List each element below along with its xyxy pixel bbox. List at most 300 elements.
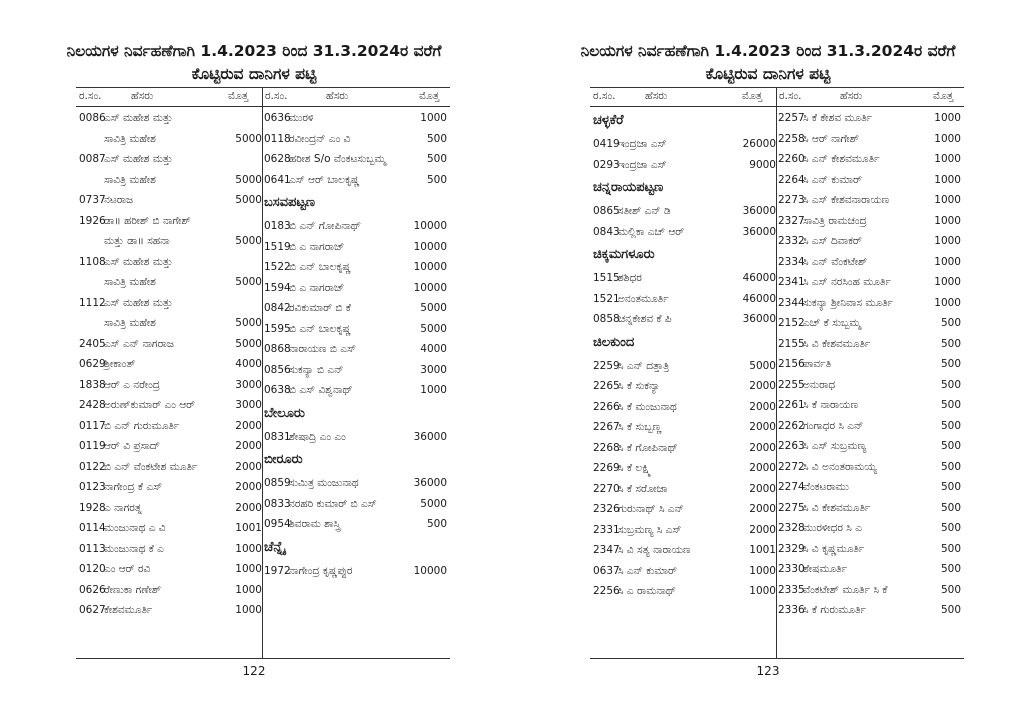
receipt-number: 2266 xyxy=(593,400,620,413)
receipt-number: 2275 xyxy=(778,501,805,514)
section-heading: ಚನ್ನರಾಯಪಟ್ಟಣ xyxy=(593,180,664,195)
receipt-number: 2332 xyxy=(778,235,805,247)
receipt-number: 2330 xyxy=(778,563,805,575)
receipt-number: 2273 xyxy=(778,194,805,206)
donation-amount: 500 xyxy=(940,378,961,391)
donation-amount: 9000 xyxy=(749,158,776,171)
table-row xyxy=(79,252,262,293)
header-total: ಮೊತ್ತ xyxy=(228,90,249,102)
donation-amount: 36000 xyxy=(742,225,776,238)
receipt-number: 2263 xyxy=(778,440,805,452)
donor-name: ಸಿ ವಿ ಸತ್ಯ ನಾರಾಯಣ xyxy=(618,544,691,556)
receipt-number: 1926 xyxy=(79,214,106,227)
table-row xyxy=(593,581,776,602)
section-heading: ಬೇಲೂರು xyxy=(264,405,305,421)
donor-name: ಡಾ॥ ಹರೀಶ್ ಬಿ ನಾಗೇಶ್ xyxy=(104,214,191,227)
donor-name: ಸಿ ಎನ್ ಕೇಶವಮೂರ್ತಿ xyxy=(803,153,880,165)
receipt-number: 0626 xyxy=(79,583,106,596)
table-row xyxy=(264,257,447,278)
donation-amount: 2000 xyxy=(749,441,776,454)
receipt-number: 2344 xyxy=(778,296,805,309)
donation-amount: 500 xyxy=(940,604,961,616)
donation-amount: 2000 xyxy=(749,421,776,433)
receipt-number: 2270 xyxy=(593,482,620,495)
table-row xyxy=(264,360,447,381)
donation-amount: 2000 xyxy=(749,400,776,413)
donor-name: ಸಿ ವಿ ಅನಂತರಾಮಯ್ಯ xyxy=(803,460,877,473)
donor-name: ಎಚ್ ಕೆ ಸುಬ್ಬಮ್ಮ xyxy=(803,317,861,329)
receipt-number: 1972 xyxy=(264,564,291,577)
receipt-number: 2256 xyxy=(593,585,620,597)
receipt-number: 2267 xyxy=(593,421,620,433)
receipt-number: 0119 xyxy=(79,440,106,452)
receipt-number: 0831 xyxy=(264,430,291,443)
donation-amount: 5000 xyxy=(235,337,262,350)
donor-name: ಸಿ ಎಸ್ ದಿವಾಕರ್ xyxy=(803,235,862,247)
donor-name-continued: ಸಾವಿತ್ರಿ ಮಹೇಶ xyxy=(104,132,156,145)
table-row xyxy=(264,149,447,170)
receipt-number: 1522 xyxy=(264,261,291,273)
donor-name: ಬಿ ಎನ್ ಬಾಲಕೃಷ್ಣ xyxy=(289,261,351,273)
header-name: ಹೆಸರು xyxy=(645,90,668,102)
donation-amount: 2000 xyxy=(749,462,776,474)
receipt-number: 1519 xyxy=(264,240,291,253)
donation-amount: 500 xyxy=(940,337,961,350)
table-row xyxy=(264,561,447,582)
table-row xyxy=(778,149,961,170)
donor-name: ಸಿ ಎ ರಾಮನಾಥ್ xyxy=(618,585,676,597)
donation-amount: 500 xyxy=(940,522,961,534)
receipt-number: 2272 xyxy=(778,460,805,473)
donation-amount: 10000 xyxy=(413,220,447,232)
donor-name: ಬಿ ಎನ್ ವೆಂಕಟೇಶ ಮೂರ್ತಿ xyxy=(104,460,198,473)
table-row xyxy=(778,354,961,375)
page-left xyxy=(58,0,450,724)
donor-name: ಸಿ ಕೆ ಮಂಜುನಾಥ xyxy=(618,400,677,413)
receipt-number: 2260 xyxy=(778,153,805,165)
receipt-number: 0856 xyxy=(264,363,291,376)
donor-name: ಬಿ ಎನ್ ಬಾಲಕೃಷ್ಣ xyxy=(289,322,351,335)
table-row xyxy=(778,190,961,211)
table-row xyxy=(778,600,961,621)
table-row xyxy=(264,278,447,299)
receipt-number: 0842 xyxy=(264,302,291,314)
donor-name-continued: ಸಾವಿತ್ರಿ ಮಹೇಶ xyxy=(104,173,156,186)
donor-name: ಎಸ್ ಮಹೇಶ ಮತ್ತು xyxy=(104,296,173,309)
table-row xyxy=(593,540,776,561)
table-row xyxy=(79,149,262,190)
table-row xyxy=(264,380,447,401)
donation-amount: 1000 xyxy=(934,235,961,247)
table-row xyxy=(593,376,776,397)
receipt-number: 2269 xyxy=(593,462,620,474)
donor-name: ಸಿ ಎನ್ ವೆಂಕಟೇಶ್ xyxy=(803,255,868,268)
donation-amount: 2000 xyxy=(235,501,262,514)
donor-name: ಬಿ ಎನ್ ಗೋಪಿನಾಥ್ xyxy=(289,220,361,232)
table-row xyxy=(264,129,447,150)
donation-amount: 500 xyxy=(426,153,447,165)
donor-name: ಸಿ ಎಸ್ ಸುಬ್ರಮಣ್ಯ xyxy=(803,440,867,452)
receipt-number: 0087 xyxy=(79,153,106,165)
page-subtitle: ಕೊಟ್ಟಿರುವ ದಾನಿಗಳ ಪಟ್ಟಿ xyxy=(705,65,831,83)
receipt-number: 1928 xyxy=(79,501,106,514)
donation-amount: 2000 xyxy=(235,481,262,493)
table-row xyxy=(778,293,961,314)
table-row xyxy=(778,334,961,355)
donation-amount: 500 xyxy=(940,583,961,596)
receipt-number: 2262 xyxy=(778,419,805,432)
donation-amount: 500 xyxy=(940,399,961,411)
donation-amount: 1000 xyxy=(420,112,447,124)
column-divider xyxy=(262,88,263,658)
donor-name: ವೆಂಕಟರಾಮು xyxy=(803,481,849,493)
receipt-number: 1595 xyxy=(264,322,291,335)
donor-name: ಶಶಿಧರ xyxy=(618,272,642,284)
table-row xyxy=(593,222,776,243)
donor-name: ಎಸ್ ಮಹೇಶ ಮತ್ತು xyxy=(104,153,173,165)
table-row xyxy=(79,395,262,416)
donor-name: ಎಸ್ ಮಹೇಶ ಮತ್ತು xyxy=(104,112,173,124)
table-row xyxy=(778,580,961,601)
table-row xyxy=(778,231,961,252)
page-subtitle: ಕೊಟ್ಟಿರುವ ದಾನಿಗಳ ಪಟ್ಟಿ xyxy=(191,65,317,83)
donation-amount: 5000 xyxy=(749,359,776,372)
table-row xyxy=(778,129,961,150)
receipt-number: 2336 xyxy=(778,604,805,616)
receipt-number: 0183 xyxy=(264,220,291,232)
table-row xyxy=(79,416,262,437)
receipt-number: 0954 xyxy=(264,518,291,530)
receipt-number: 2258 xyxy=(778,132,805,145)
donor-name: ಸಿ ಕೆ ಸುಬ್ಬಣ್ಣ xyxy=(618,421,662,433)
donor-name: ಸಿ ಎಸ್ ನರಸಿಂಹ ಮೂರ್ತಿ xyxy=(803,276,891,288)
table-row xyxy=(79,580,262,601)
receipt-number: 0858 xyxy=(593,313,620,325)
donation-amount: 10000 xyxy=(413,564,447,577)
receipt-number: 2341 xyxy=(778,276,805,288)
donor-name: ನಟರಾಜ xyxy=(104,194,134,206)
receipt-number: 0293 xyxy=(593,158,620,171)
donor-name: ಸಿ ಕೆ ನಾರಾಯಣ xyxy=(803,399,858,411)
table-row xyxy=(778,272,961,293)
table-row xyxy=(778,457,961,478)
receipt-number: 2152 xyxy=(778,317,805,329)
donation-amount: 5000 xyxy=(235,194,262,206)
donation-amount: 5000 xyxy=(420,302,447,314)
donation-amount: 1000 xyxy=(235,563,262,575)
donation-amount: 500 xyxy=(426,518,447,530)
column-divider xyxy=(776,88,777,658)
table-row xyxy=(264,427,447,448)
receipt-number: 2268 xyxy=(593,441,620,454)
table-row xyxy=(79,293,262,334)
header-name: ಹೆಸರು xyxy=(131,90,154,102)
donor-name: ಬಿ ಎ ನಾಗರಾಜ್ xyxy=(289,281,345,294)
receipt-number: 0419 xyxy=(593,138,620,150)
table-row xyxy=(593,499,776,520)
donation-amount: 3000 xyxy=(235,399,262,411)
donor-name: ಸಿ ಎನ್ ಕುಮಾರ್ xyxy=(803,173,862,186)
donor-name: ಎಸ್ ಆರ್ ಬಾಲಕೃಷ್ಣ xyxy=(289,173,360,186)
donor-name: ಸಿ ಕೆ ಸುಕನ್ಯಾ xyxy=(618,380,661,392)
donation-amount: 36000 xyxy=(413,477,447,489)
donor-name-continued: ಸಾವಿತ್ರಿ ಮಹೇಶ xyxy=(104,276,156,288)
page-right xyxy=(572,0,964,724)
header-sno: ರ.ಸಂ. xyxy=(779,90,802,102)
table-row xyxy=(778,518,961,539)
donation-amount: 500 xyxy=(940,481,961,493)
donor-name: ಶೇಷಮೂರ್ತಿ xyxy=(803,563,848,575)
donation-amount: 46000 xyxy=(742,292,776,305)
table-row xyxy=(79,375,262,396)
donor-name: ಇಂದ್ರಜಾ ಎಸ್ xyxy=(618,138,667,150)
table-row xyxy=(593,397,776,418)
donor-table xyxy=(590,87,964,659)
table-row xyxy=(593,458,776,479)
donation-amount: 1000 xyxy=(420,384,447,396)
donation-amount: 500 xyxy=(940,419,961,432)
donor-name: ಮುರಳೀಧರ ಸಿ ಎ xyxy=(803,522,862,534)
donor-name: ರೇಣುಕಾ ಗಣೇಶ್ xyxy=(104,583,162,596)
donor-name: ಚನ್ನಕೇಶವ ಕೆ ಪಿ xyxy=(618,313,672,325)
donation-amount: 1000 xyxy=(934,296,961,309)
donor-name: ನರಹರಿ ಕುಮಾರ್ ಬಿ ಎಸ್ xyxy=(289,497,377,510)
donor-name: ಇಂದ್ರಜಾ ಎಸ್ xyxy=(618,158,667,171)
table-row xyxy=(79,436,262,457)
donation-amount: 2000 xyxy=(749,482,776,495)
receipt-number: 0118 xyxy=(264,132,291,145)
receipt-number: 2155 xyxy=(778,337,805,350)
donation-amount: 3000 xyxy=(420,363,447,376)
header-name: ಹೆಸರು xyxy=(326,90,349,102)
donation-amount: 2000 xyxy=(235,460,262,473)
page-number: 122 xyxy=(242,664,266,678)
table-row xyxy=(264,473,447,494)
receipt-number: 2265 xyxy=(593,380,620,392)
donation-amount: 2000 xyxy=(235,440,262,452)
donation-amount: 5000 xyxy=(235,317,262,329)
table-row xyxy=(778,313,961,334)
table-header xyxy=(76,88,450,107)
table-row xyxy=(79,498,262,519)
donation-amount: 5000 xyxy=(420,322,447,335)
donation-amount: 1000 xyxy=(934,112,961,124)
donor-column xyxy=(593,108,776,602)
donor-name: ಸಿ ವಿ ಕೇಶವಮೂರ್ತಿ xyxy=(803,337,871,350)
donation-amount: 1000 xyxy=(749,564,776,577)
table-row xyxy=(593,479,776,500)
table-header xyxy=(590,88,964,107)
header-name: ಹೆಸರು xyxy=(840,90,863,102)
donor-name: ಸುಮಿತ್ರ ಮಂಜುನಾಥ xyxy=(289,477,359,489)
donation-amount: 36000 xyxy=(742,313,776,325)
receipt-number: 1108 xyxy=(79,255,106,268)
table-row xyxy=(778,375,961,396)
table-row xyxy=(593,561,776,582)
donation-amount: 1000 xyxy=(235,583,262,596)
page-title: ನಿಲಯಗಳ ನಿರ್ವಹಣೆಗಾಗಿ 1.4.2023 ರಿಂದ 31.3.2024ರ ವರೆಗೆ xyxy=(580,42,956,60)
table-row xyxy=(264,237,447,258)
receipt-number: 0865 xyxy=(593,205,620,217)
receipt-number: 2257 xyxy=(778,112,805,124)
receipt-number: 0120 xyxy=(79,563,106,575)
donor-name: ಗಂಗಾಧರ ಸಿ ಎನ್ xyxy=(803,419,864,432)
donor-name: ಆರ್ ವಿ ಪ್ರಸಾದ್ xyxy=(104,440,160,452)
donor-name: ಸಿ ಎನ್ ದತ್ತಾತ್ರಿ xyxy=(618,359,670,372)
receipt-number: 0833 xyxy=(264,497,291,510)
table-row xyxy=(264,514,447,535)
donor-name: ರವೀಂದ್ರನ್ ಎಂ ವಿ xyxy=(289,132,351,145)
receipt-number: 2156 xyxy=(778,358,805,370)
donation-amount: 4000 xyxy=(235,358,262,370)
donor-name: ಬಿ ಎಸ್ ವಿಶ್ವನಾಥ್ xyxy=(289,384,353,396)
table-row xyxy=(264,319,447,340)
header-total: ಮೊತ್ತ xyxy=(933,90,954,102)
table-row xyxy=(264,170,447,191)
table-row xyxy=(593,289,776,310)
table-row xyxy=(593,134,776,155)
donor-name: ಎ ನಾಗರತ್ನ xyxy=(104,501,142,514)
donation-amount: 500 xyxy=(940,501,961,514)
receipt-number: 0638 xyxy=(264,384,291,396)
header-sno: ರ.ಸಂ. xyxy=(265,90,288,102)
donor-name: ನಾರಾಯಣ ಬಿ ಎಸ್ xyxy=(289,343,356,355)
donation-amount: 5000 xyxy=(235,132,262,145)
donor-column xyxy=(778,108,961,621)
donor-name: ಅರುಣ್‌ಕುಮಾರ್ ಎಂ ಆರ್ xyxy=(104,399,196,411)
donor-name: ಸಿ ಕೆ ಸರೋಜಾ xyxy=(618,482,668,495)
donor-name: ಮಲ್ಲಿಕಾ ಎಚ್ ಆರ್ xyxy=(618,225,685,238)
table-row xyxy=(79,190,262,211)
donation-amount: 1000 xyxy=(934,194,961,206)
donation-amount: 5000 xyxy=(235,276,262,288)
table-row xyxy=(778,416,961,437)
page-title: ನಿಲಯಗಳ ನಿರ್ವಹಣೆಗಾಗಿ 1.4.2023 ರಿಂದ 31.3.2024ರ ವರೆಗೆ xyxy=(66,42,442,60)
donation-amount: 26000 xyxy=(742,138,776,150)
receipt-number: 1594 xyxy=(264,281,291,294)
donation-amount: 500 xyxy=(940,358,961,370)
header-sno: ರ.ಸಂ. xyxy=(79,90,102,102)
table-row xyxy=(593,417,776,438)
donation-amount: 2000 xyxy=(749,380,776,392)
receipt-number: 0868 xyxy=(264,343,291,355)
receipt-number: 2274 xyxy=(778,481,805,493)
donation-amount: 1000 xyxy=(934,173,961,186)
table-row xyxy=(778,498,961,519)
receipt-number: 1521 xyxy=(593,292,620,305)
receipt-number: 0113 xyxy=(79,542,106,555)
donor-name: ಗುರುನಾಥ್ ಸಿ ಎನ್ xyxy=(618,503,684,515)
donor-name: ಸಿ ಆರ್ ನಾಗೇಶ್ xyxy=(803,132,859,145)
donation-amount: 500 xyxy=(940,563,961,575)
donor-name: ಸಿ ವಿ ಕೃಷ್ಣಮೂರ್ತಿ xyxy=(803,542,865,555)
table-row xyxy=(778,252,961,273)
donation-amount: 1001 xyxy=(749,544,776,556)
receipt-number: 0843 xyxy=(593,225,620,238)
donation-amount: 10000 xyxy=(413,261,447,273)
donation-amount: 5000 xyxy=(235,235,262,247)
table-row xyxy=(79,211,262,252)
receipt-number: 0086 xyxy=(79,112,106,124)
donor-name: ಸತೀಶ್ ಎನ್ ಡಿ xyxy=(618,205,671,217)
receipt-number: 2328 xyxy=(778,522,805,534)
section-heading: ಚಿಲಕುಂದ xyxy=(593,334,635,350)
donation-amount: 500 xyxy=(426,132,447,145)
section-heading: ಚೆನ್ನೈ xyxy=(264,539,286,555)
donation-amount: 10000 xyxy=(413,281,447,294)
receipt-number: 1838 xyxy=(79,378,106,391)
table-row xyxy=(79,477,262,498)
donor-column xyxy=(264,108,447,581)
receipt-number: 0636 xyxy=(264,112,291,124)
donation-amount: 2000 xyxy=(749,523,776,536)
donor-name: ಸಿ ಎಸ್ ಕೇಶವನಾರಾಯಣ xyxy=(803,194,890,206)
donation-amount: 1000 xyxy=(749,585,776,597)
header-total: ಮೊತ್ತ xyxy=(419,90,440,102)
receipt-number: 2334 xyxy=(778,255,805,268)
donation-amount: 500 xyxy=(940,317,961,329)
donor-name: ಆರ್ ಎ ನರೇಂದ್ರ xyxy=(104,378,161,391)
donor-name: ರವಿಕುಮಾರ್ ಬಿ ಕೆ xyxy=(289,302,351,314)
donation-amount: 5000 xyxy=(420,497,447,510)
header-total: ಮೊತ್ತ xyxy=(742,90,763,102)
donor-name-continued: ಮತ್ತು ಡಾ॥ ಸಹನಾ xyxy=(104,235,170,247)
table-row xyxy=(264,339,447,360)
receipt-number: 1515 xyxy=(593,272,620,284)
receipt-number: 0123 xyxy=(79,481,106,493)
donor-name: ಎಂ ಆರ್ ರವಿ xyxy=(104,563,151,575)
donor-name: ಸುಕನ್ಯಾ ಬಿ ಎನ್ xyxy=(289,363,344,376)
donor-name: ವೆಂಕಟೇಶ್ ಮೂರ್ತಿ ಸಿ ಕೆ xyxy=(803,583,888,596)
donor-name: ಶ್ರೀಕಾಂತ್ xyxy=(104,358,136,370)
donor-name: ಸುಕನ್ಯಾ ಶ್ರೀನಿವಾಸ ಮೂರ್ತಿ xyxy=(803,296,894,309)
donor-name: ಸಿ ಕೆ ಗುರುಮೂರ್ತಿ xyxy=(803,604,866,616)
receipt-number: 0122 xyxy=(79,460,106,473)
donor-name: ಮಂಜುನಾಥ ಎ ವಿ xyxy=(104,522,166,534)
donation-amount: 2000 xyxy=(235,419,262,432)
donation-amount: 3000 xyxy=(235,378,262,391)
donor-name: ಅನುರಾಧ xyxy=(803,378,836,391)
header-sno: ರ.ಸಂ. xyxy=(593,90,616,102)
donor-table xyxy=(76,87,450,659)
receipt-number: 2259 xyxy=(593,359,620,372)
donor-name: ನಾಗೇಂದ್ರ ಕೃಷ್ಣಪ್ಪುರ xyxy=(289,564,353,577)
table-row xyxy=(778,395,961,416)
table-row xyxy=(778,559,961,580)
receipt-number: 2335 xyxy=(778,583,805,596)
donor-name: ಸಾವಿತ್ರಿ ರಾಮಚಂದ್ರ xyxy=(803,214,867,227)
donor-name: ಹರೀಶ S/o ವೆಂಕಟಸುಬ್ಬಮ್ಮ xyxy=(289,153,386,165)
receipt-number: 2327 xyxy=(778,214,805,227)
table-row xyxy=(593,309,776,330)
donation-amount: 500 xyxy=(940,460,961,473)
donation-amount: 500 xyxy=(940,542,961,555)
donor-name: ಸಿ ಕೆ ಲಕ್ಷ್ಮಿ xyxy=(618,462,652,474)
donor-name: ಎಸ್ ಎನ್ ನಾಗರಾಜ xyxy=(104,337,174,350)
section-heading: ಚಳ್ಳಕೆರೆ xyxy=(593,113,624,128)
table-row xyxy=(778,108,961,129)
donation-amount: 36000 xyxy=(413,430,447,443)
receipt-number: 2405 xyxy=(79,337,106,350)
donor-name: ಬಿ ಎ ನಾಗರಾಜ್ xyxy=(289,240,345,253)
section-heading: ಬೀರೂರು xyxy=(264,452,303,467)
donor-name: ಮಂಜುನಾಥ ಕೆ ಎ xyxy=(104,542,164,555)
donor-name: ಸಿ ಕೆ ಗೋಪಿನಾಥ್ xyxy=(618,441,678,454)
receipt-number: 2347 xyxy=(593,544,620,556)
table-row xyxy=(593,155,776,176)
section-heading: ಚಿಕ್ಕಮಗಳೂರು xyxy=(593,247,655,262)
receipt-number: 0114 xyxy=(79,522,106,534)
